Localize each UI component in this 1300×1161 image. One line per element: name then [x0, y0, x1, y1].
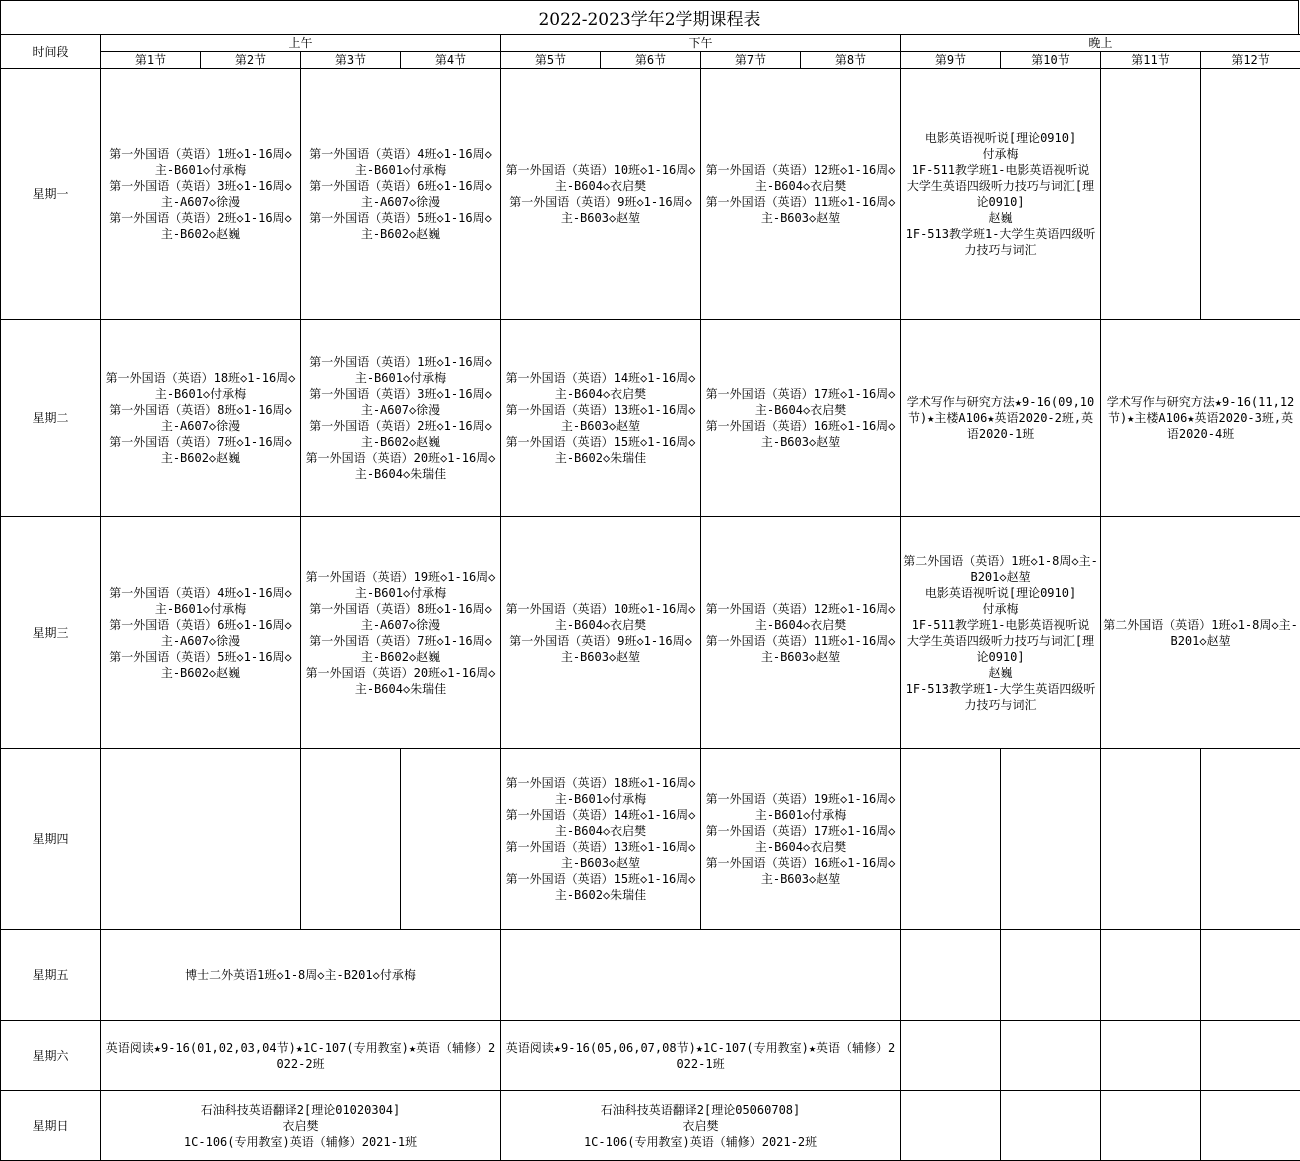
course-cell: [901, 320, 1101, 517]
day-label-saturday: 星期六: [1, 1021, 101, 1091]
slot-header: 第7节: [701, 52, 801, 69]
course-cell: [101, 1091, 501, 1161]
course-entry: 付承梅: [982, 147, 1019, 161]
course-entry: 第一外国语（英语）2班◇1-16周◇主-B602◇赵巍: [309, 419, 492, 449]
course-cell: [301, 69, 501, 320]
slot-header: 第10节: [1001, 52, 1101, 69]
slot-header: 第5节: [501, 52, 601, 69]
course-entry: 第二外国语（英语）1班◇1-8周◇主-B201◇赵堃: [903, 553, 1098, 584]
course-entry: 大学生英语四级听力技巧与词汇[理论0910]: [906, 633, 1095, 664]
course-entry: 第一外国语（英语）9班◇1-16周◇主-B603◇赵堃: [509, 633, 692, 664]
course-entry: 第一外国语（英语）20班◇1-16周◇主-B604◇朱瑞佳: [305, 665, 496, 696]
course-entry: 第一外国语（英语）8班◇1-16周◇主-A607◇徐漫: [309, 601, 492, 632]
slot-header: 第12节: [1201, 52, 1300, 69]
course-cell: [101, 1021, 501, 1091]
empty-cell: [501, 930, 901, 1021]
schedule-title: 2022-2023学年2学期课程表: [0, 0, 1299, 35]
empty-cell: [101, 749, 301, 930]
course-entry: 第一外国语（英语）18班◇1-16周◇主-B601◇付承梅: [505, 776, 696, 806]
course-entry: 1C-106(专用教室)英语（辅修）2021-2班: [583, 1134, 818, 1149]
course-entry: 学术写作与研究方法★9-16(11,12节)★主楼A106★英语2020-3班,英语2020-4班: [1106, 395, 1295, 441]
course-entry: 衣启樊: [282, 1118, 319, 1133]
slot-header: 第8节: [801, 52, 901, 69]
course-entry: 第一外国语（英语）13班◇1-16周◇主-B603◇赵堃: [505, 840, 696, 870]
empty-cell: [1101, 1021, 1201, 1091]
empty-cell: [1001, 1091, 1101, 1161]
course-entry: 第一外国语（英语）5班◇1-16周◇主-B602◇赵巍: [309, 211, 492, 241]
day-label-thursday: 星期四: [1, 749, 101, 930]
course-cell: [101, 517, 301, 749]
course-entry: 第一外国语（英语）8班◇1-16周◇主-A607◇徐漫: [109, 403, 292, 433]
course-entry: 第一外国语（英语）16班◇1-16周◇主-B603◇赵堃: [705, 419, 896, 449]
slot-header: 第1节: [101, 52, 201, 69]
course-entry: 第一外国语（英语）1班◇1-16周◇主-B601◇付承梅: [309, 355, 492, 385]
course-entry: 衣启樊: [682, 1118, 719, 1133]
slot-header: 第4节: [401, 52, 501, 69]
course-entry: 学术写作与研究方法★9-16(09,10节)★主楼A106★英语2020-2班,英语2020-1班: [906, 395, 1095, 441]
course-entry: 第一外国语（英语）1班◇1-16周◇主-B601◇付承梅: [109, 147, 292, 177]
course-entry: 赵巍: [988, 665, 1013, 680]
course-cell: [701, 749, 901, 930]
empty-cell: [401, 749, 501, 930]
empty-cell: [1001, 1021, 1101, 1091]
course-entry: 第一外国语（英语）2班◇1-16周◇主-B602◇赵巍: [109, 211, 292, 241]
course-entry: 英语阅读★9-16(05,06,07,08节)★1C-107(专用教室)★英语（辅修）2022-1班: [505, 1040, 896, 1071]
slot-header: 第3节: [301, 52, 401, 69]
course-entry: 第一外国语（英语）17班◇1-16周◇主-B604◇衣启樊: [705, 387, 896, 417]
corner-label: 时间段: [1, 35, 101, 69]
course-entry: 英语阅读★9-16(01,02,03,04节)★1C-107(专用教室)★英语（辅修）2022-2班: [105, 1040, 496, 1071]
course-cell: [701, 517, 901, 749]
course-cell: [1101, 320, 1300, 517]
course-entry: 1C-106(专用教室)英语（辅修）2021-1班: [183, 1134, 418, 1149]
empty-cell: [1201, 69, 1300, 320]
day-label-tuesday: 星期二: [1, 320, 101, 517]
day-label-friday: 星期五: [1, 930, 101, 1021]
course-entry: 第一外国语（英语）14班◇1-16周◇主-B604◇衣启樊: [505, 808, 696, 838]
course-entry: 第一外国语（英语）4班◇1-16周◇主-B601◇付承梅: [109, 585, 292, 616]
course-entry: 第一外国语（英语）18班◇1-16周◇主-B601◇付承梅: [105, 371, 296, 401]
empty-cell: [901, 930, 1001, 1021]
course-entry: 1F-511教学班1-电影英语视听说: [911, 163, 1090, 177]
day-label-sunday: 星期日: [1, 1091, 101, 1161]
course-entry: 第一外国语（英语）6班◇1-16周◇主-A607◇徐漫: [109, 617, 292, 648]
course-cell: [1101, 517, 1300, 749]
course-entry: 第一外国语（英语）10班◇1-16周◇主-B604◇衣启樊: [505, 163, 696, 193]
empty-cell: [1201, 1091, 1300, 1161]
empty-cell: [1101, 69, 1201, 320]
empty-cell: [301, 749, 401, 930]
course-entry: 第一外国语（英语）17班◇1-16周◇主-B604◇衣启樊: [705, 824, 896, 854]
course-entry: 第一外国语（英语）6班◇1-16周◇主-A607◇徐漫: [309, 179, 492, 209]
course-entry: 电影英语视听说[理论0910]: [924, 131, 1077, 145]
slot-header: 第11节: [1101, 52, 1201, 69]
course-entry: 石油科技英语翻译2[理论05060708]: [600, 1102, 801, 1117]
course-cell: [701, 69, 901, 320]
course-entry: 第一外国语（英语）12班◇1-16周◇主-B604◇衣启樊: [705, 601, 896, 632]
empty-cell: [1101, 1091, 1201, 1161]
course-cell: [301, 320, 501, 517]
period-afternoon: 下午: [501, 35, 901, 52]
course-entry: 第一外国语（英语）3班◇1-16周◇主-A607◇徐漫: [309, 387, 492, 417]
course-entry: 1F-511教学班1-电影英语视听说: [911, 617, 1090, 632]
course-entry: 付承梅: [982, 601, 1019, 616]
course-entry: 第一外国语（英语）19班◇1-16周◇主-B601◇付承梅: [305, 569, 496, 600]
course-entry: 第一外国语（英语）4班◇1-16周◇主-B601◇付承梅: [309, 147, 492, 177]
empty-cell: [1001, 930, 1101, 1021]
course-entry: 石油科技英语翻译2[理论01020304]: [200, 1102, 401, 1117]
course-entry: 第二外国语（英语）1班◇1-8周◇主-B201◇赵堃: [1103, 617, 1298, 648]
course-cell: [101, 320, 301, 517]
schedule-table: [0, 34, 1300, 1161]
slot-header: 第2节: [201, 52, 301, 69]
course-cell: [301, 517, 501, 749]
course-entry: 第一外国语（英语）16班◇1-16周◇主-B603◇赵堃: [705, 856, 896, 886]
course-entry: 赵巍: [988, 211, 1013, 225]
empty-cell: [1001, 749, 1101, 930]
empty-cell: [901, 749, 1001, 930]
course-entry: 第一外国语（英语）15班◇1-16周◇主-B602◇朱瑞佳: [505, 872, 696, 902]
course-entry: 第一外国语（英语）5班◇1-16周◇主-B602◇赵巍: [109, 649, 292, 680]
course-cell: [501, 69, 701, 320]
day-label-wednesday: 星期三: [1, 517, 101, 749]
course-entry: 第一外国语（英语）20班◇1-16周◇主-B604◇朱瑞佳: [305, 451, 496, 481]
empty-cell: [1201, 1021, 1300, 1091]
course-cell: [501, 1021, 901, 1091]
course-entry: 第一外国语（英语）7班◇1-16周◇主-B602◇赵巍: [309, 633, 492, 664]
course-cell: [101, 69, 301, 320]
course-entry: 第一外国语（英语）3班◇1-16周◇主-A607◇徐漫: [109, 179, 292, 209]
empty-cell: [901, 1091, 1001, 1161]
course-cell: [501, 1091, 901, 1161]
course-cell: [501, 320, 701, 517]
course-cell: [501, 749, 701, 930]
day-label-monday: 星期一: [1, 69, 101, 320]
course-cell: [901, 69, 1101, 320]
course-cell: [701, 320, 901, 517]
course-entry: 1F-513教学班1-大学生英语四级听力技巧与词汇: [905, 681, 1096, 712]
course-entry: 第一外国语（英语）11班◇1-16周◇主-B603◇赵堃: [705, 195, 896, 225]
course-entry: 第一外国语（英语）11班◇1-16周◇主-B603◇赵堃: [705, 633, 896, 664]
empty-cell: [1201, 930, 1300, 1021]
period-evening: 晚上: [901, 35, 1300, 52]
course-entry: 1F-513教学班1-大学生英语四级听力技巧与词汇: [905, 227, 1096, 257]
course-entry: 第一外国语（英语）14班◇1-16周◇主-B604◇衣启樊: [505, 371, 696, 401]
empty-cell: [1101, 930, 1201, 1021]
course-entry: 第一外国语（英语）19班◇1-16周◇主-B601◇付承梅: [705, 792, 896, 822]
course-entry: 第一外国语（英语）10班◇1-16周◇主-B604◇衣启樊: [505, 601, 696, 632]
course-entry: 第一外国语（英语）7班◇1-16周◇主-B602◇赵巍: [109, 435, 292, 465]
empty-cell: [1201, 749, 1300, 930]
course-entry: 博士二外英语1班◇1-8周◇主-B201◇付承梅: [185, 968, 416, 982]
course-entry: 第一外国语（英语）15班◇1-16周◇主-B602◇朱瑞佳: [505, 435, 696, 465]
course-entry: 第一外国语（英语）13班◇1-16周◇主-B603◇赵堃: [505, 403, 696, 433]
empty-cell: [901, 1021, 1001, 1091]
slot-header: 第9节: [901, 52, 1001, 69]
course-cell: [501, 517, 701, 749]
course-entry: 大学生英语四级听力技巧与词汇[理论0910]: [906, 179, 1095, 209]
course-entry: 电影英语视听说[理论0910]: [924, 585, 1077, 600]
course-cell: [901, 517, 1101, 749]
slot-header: 第6节: [601, 52, 701, 69]
empty-cell: [1101, 749, 1201, 930]
period-morning: 上午: [101, 35, 501, 52]
course-entry: 第一外国语（英语）12班◇1-16周◇主-B604◇衣启樊: [705, 163, 896, 193]
course-entry: 第一外国语（英语）9班◇1-16周◇主-B603◇赵堃: [509, 195, 692, 225]
course-cell: [101, 930, 501, 1021]
